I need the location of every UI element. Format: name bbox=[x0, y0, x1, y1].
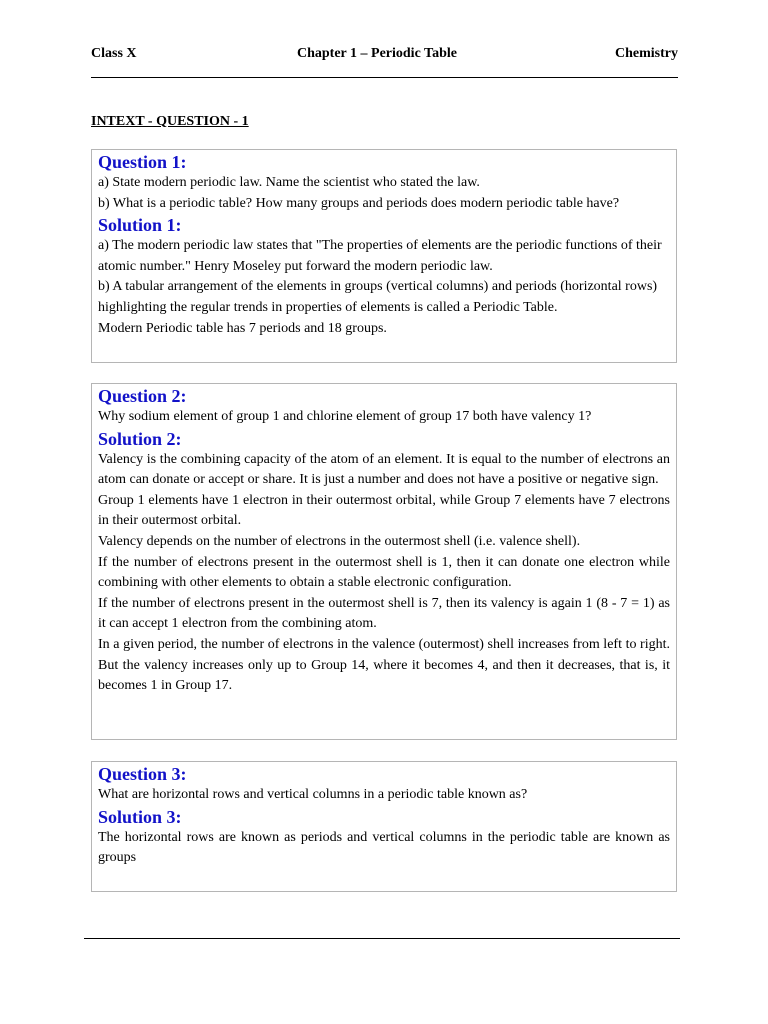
solution-paragraph: Modern Periodic table has 7 periods and 18 groups. bbox=[98, 320, 387, 336]
solution-paragraph: b) A tabular arrangement of the elements in groups (vertical columns) and periods (horizontal rows) highlighting the regular trends in properties of elements is called a Periodic Table. bbox=[98, 279, 658, 315]
question-title: Question 3: bbox=[98, 764, 187, 784]
solution-paragraph: Valency is the combining capacity of the atom of an element. It is equal to the number of electrons an atom can donate or accept or share. It is just a number and does not have a positive or negative sign. bbox=[98, 451, 670, 488]
solution-paragraph: The horizontal rows are known as periods and vertical columns in the periodic table are known as groups bbox=[98, 829, 670, 866]
solution-paragraph: If the number of electrons present in the outermost shell is 7, then its valency is again 1 (8 - 7 = 1) as it can accept 1 electron from the combining atom. bbox=[98, 595, 670, 632]
solution-paragraph: If the number of electrons present in the outermost shell is 1, then it can donate one electron while combining with other elements to obtain a stable electronic configuration. bbox=[98, 554, 670, 591]
solution-paragraph: a) The modern periodic law states that "The properties of elements are the periodic functions of their atomic number." Henry Moseley put forward the modern periodic law. bbox=[98, 238, 662, 274]
header-chapter-title: Chapter 1 – Periodic Table bbox=[297, 46, 457, 61]
header-divider bbox=[91, 77, 678, 78]
qa-box-3 bbox=[91, 761, 677, 892]
question-title: Question 1: bbox=[98, 152, 187, 172]
question-text: a) State modern periodic law. Name the scientist who stated the law. bbox=[98, 175, 480, 190]
header-class-label: Class X bbox=[91, 46, 137, 61]
qa-box-2 bbox=[91, 383, 677, 740]
solution-paragraph: Valency depends on the number of electrons in the outermost shell (i.e. valence shell). bbox=[98, 533, 581, 549]
question-title: Question 2: bbox=[98, 386, 187, 406]
page-header bbox=[91, 46, 678, 66]
solution-paragraph: Group 1 elements have 1 electron in their outermost orbital, while Group 7 elements have 7 electrons in their outermost orbital. bbox=[98, 492, 670, 529]
solution-title: Solution 2: bbox=[98, 428, 182, 449]
solution-paragraph: In a given period, the number of electrons in the valence (outermost) shell increases from left to right. But the valency increases only up to Group 14, where it becomes 4, and then it decreases, that is, it becomes 1 in Group 17. bbox=[98, 636, 670, 694]
solution-title: Solution 1: bbox=[98, 215, 182, 236]
solution-title: Solution 3: bbox=[98, 806, 182, 827]
header-subject-label: Chemistry bbox=[615, 46, 678, 61]
question-text: b) What is a periodic table? How many groups and periods does modern periodic table have? bbox=[98, 195, 620, 211]
qa-box-1 bbox=[91, 149, 677, 363]
question-text: What are horizontal rows and vertical columns in a periodic table known as? bbox=[98, 787, 528, 802]
section-heading: INTEXT - QUESTION - 1 bbox=[91, 114, 249, 129]
footer-divider bbox=[84, 938, 680, 939]
question-text: Why sodium element of group 1 and chlorine element of group 17 both have valency 1? bbox=[98, 409, 592, 424]
